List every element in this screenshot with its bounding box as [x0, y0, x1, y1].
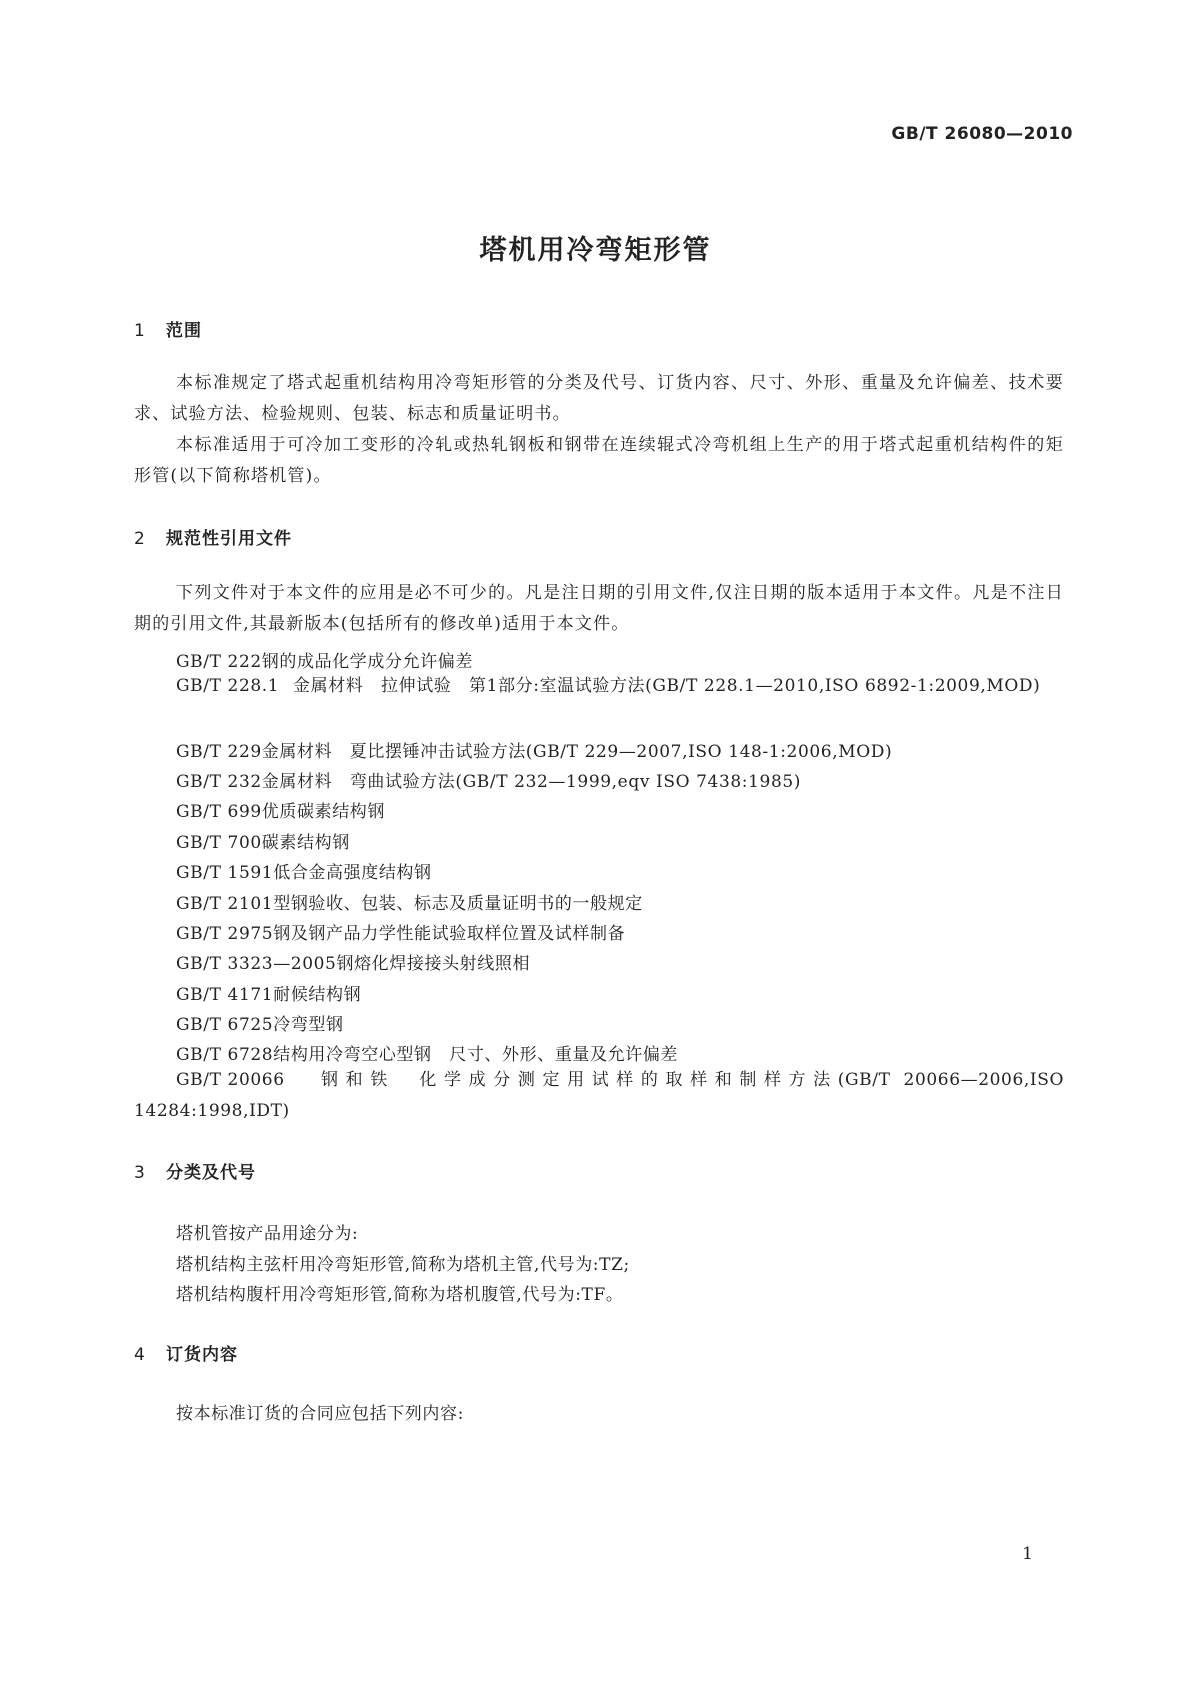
reference-title: 钢的成品化学成分允许偏差 [261, 652, 473, 672]
section-3-heading [134, 1158, 256, 1183]
section-title: 订货内容 [166, 1345, 238, 1365]
document-title: 塔机用冷弯矩形管 [479, 235, 712, 266]
reference-code: GB/T 229 [176, 742, 262, 762]
reference-item [176, 828, 350, 853]
reference-code: GB/T 2101 [176, 894, 274, 914]
standard-code: GB/T 26080—2010 [891, 124, 1073, 144]
reference-title: 钢和铁 化学成分测定用试样的取样和制样方法(GB/T 20066—2006,ISO 14284:1998,IDT) [134, 1070, 1064, 1121]
reference-item [176, 737, 892, 762]
reference-title: 金属材料 拉伸试验 第1部分:室温试验方法(GB/T 228.1—2010,ISO 6892-1:2009,MOD) [293, 676, 1041, 696]
reference-item [176, 797, 385, 822]
section-number: 1 [134, 321, 146, 341]
order-content-line: 按本标准订货的合同应包括下列内容: [176, 1404, 464, 1424]
reference-item [176, 767, 801, 792]
reference-code: GB/T 6728 [176, 1045, 274, 1065]
reference-item [134, 1065, 1064, 1127]
reference-title: 碳素结构钢 [261, 833, 350, 853]
reference-title: 钢及钢产品力学性能试验取样位置及试样制备 [273, 924, 626, 944]
section-title: 范围 [166, 321, 202, 341]
reference-code: GB/T 2975 [176, 924, 274, 944]
reference-code: GB/T 1591 [176, 863, 274, 883]
classification-line: 塔机结构腹杆用冷弯矩形管,简称为塔机腹管,代号为:TF。 [176, 1285, 624, 1305]
reference-code: GB/T 700 [176, 833, 262, 853]
reference-item [176, 949, 530, 974]
section-4-heading [134, 1340, 238, 1365]
reference-code: GB/T 3323—2005 [176, 954, 337, 974]
reference-code: GB/T 699 [176, 802, 262, 822]
section-number: 3 [134, 1163, 146, 1183]
reference-title: 金属材料 夏比摆锤冲击试验方法(GB/T 229—2007,ISO 148-1:2006,MOD) [261, 742, 893, 762]
page-number: 1 [1022, 1544, 1033, 1564]
reference-item [176, 647, 473, 672]
reference-title: 钢熔化焊接接头射线照相 [336, 954, 531, 974]
reference-code: GB/T 4171 [176, 985, 274, 1005]
reference-item [176, 1040, 678, 1065]
section-1-heading [134, 316, 202, 341]
reference-code: GB/T 228.1 [176, 676, 280, 696]
reference-title: 结构用冷弯空心型钢 尺寸、外形、重量及允许偏差 [273, 1045, 679, 1065]
section-number: 4 [134, 1345, 146, 1365]
reference-item [176, 889, 643, 914]
section-title: 分类及代号 [166, 1163, 256, 1183]
reference-code: GB/T 222 [176, 652, 262, 672]
section-number: 2 [134, 529, 146, 549]
reference-title: 低合金高强度结构钢 [273, 863, 432, 883]
reference-code: GB/T 20066 [176, 1070, 285, 1090]
reference-item [176, 1010, 344, 1035]
reference-item [134, 671, 1064, 702]
reference-title: 冷弯型钢 [273, 1015, 344, 1035]
reference-code: GB/T 232 [176, 772, 262, 792]
reference-item [176, 858, 432, 883]
reference-title: 耐候结构钢 [273, 985, 362, 1005]
reference-code: GB/T 6725 [176, 1015, 274, 1035]
classification-line: 塔机管按产品用途分为: [176, 1224, 359, 1244]
scope-paragraph-1: 本标准规定了塔式起重机结构用冷弯矩形管的分类及代号、订货内容、尺寸、外形、重量及允许偏差、技术要求、试验方法、检验规则、包装、标志和质量证明书。 [134, 373, 1064, 424]
reference-item [176, 980, 361, 1005]
section-title: 规范性引用文件 [166, 529, 292, 549]
reference-title: 型钢验收、包装、标志及质量证明书的一般规定 [273, 894, 643, 914]
reference-title: 金属材料 弯曲试验方法(GB/T 232—1999,eqv ISO 7438:1985) [261, 772, 802, 792]
section-2-heading [134, 524, 292, 549]
references-intro: 下列文件对于本文件的应用是必不可少的。凡是注日期的引用文件,仅注日期的版本适用于本文件。凡是不注日期的引用文件,其最新版本(包括所有的修改单)适用于本文件。 [134, 583, 1064, 634]
scope-paragraph-2: 本标准适用于可冷加工变形的冷轧或热轧钢板和钢带在连续辊式冷弯机组上生产的用于塔式起重机结构件的矩形管(以下简称塔机管)。 [134, 435, 1064, 486]
reference-item [176, 919, 625, 944]
reference-title: 优质碳素结构钢 [261, 802, 385, 822]
classification-line: 塔机结构主弦杆用冷弯矩形管,简称为塔机主管,代号为:TZ; [176, 1255, 630, 1275]
